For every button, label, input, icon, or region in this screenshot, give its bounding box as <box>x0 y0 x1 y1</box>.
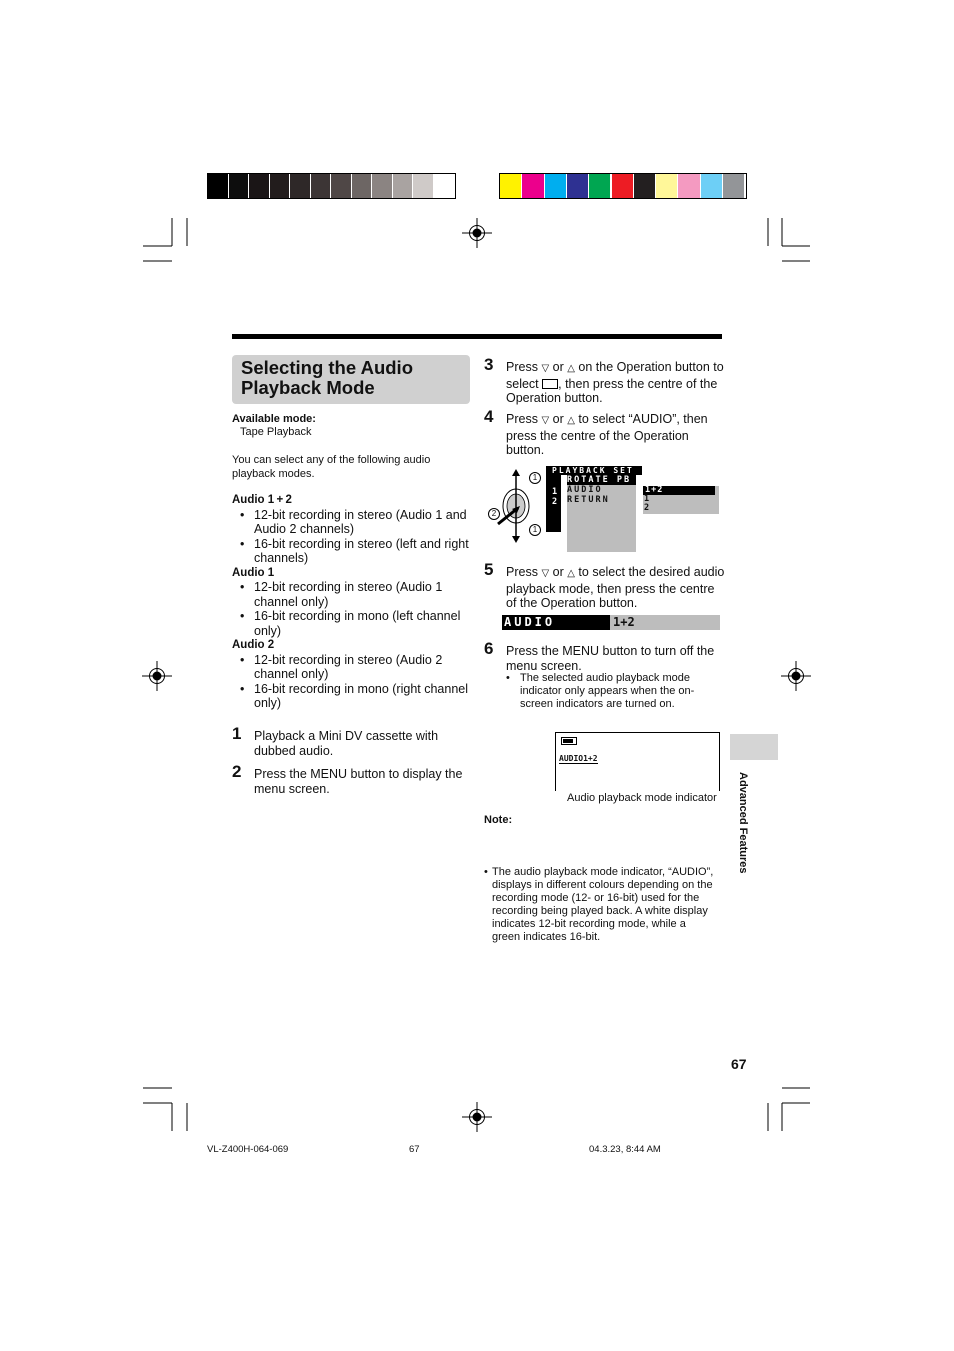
footer-center: 67 <box>409 1144 420 1155</box>
mode-bullet: • 16-bit recording in mono (right channel only) <box>232 682 472 711</box>
intro-text: You can select any of the following audio playback modes. <box>232 454 431 480</box>
up-triangle-icon: △ <box>567 363 575 374</box>
audio-label: AUDIO <box>502 615 610 630</box>
menu-option-1: 1 <box>644 494 652 504</box>
up-triangle-icon: △ <box>567 568 575 579</box>
step-text: Playback a Mini DV cassette with dubbed audio. <box>254 729 439 758</box>
step-number: 5 <box>484 560 494 579</box>
footer-right: 04.3.23, 8:44 AM <box>589 1144 661 1155</box>
available-mode-value: Tape Playback <box>240 426 312 438</box>
menu-screen <box>546 466 720 552</box>
registration-mark-top <box>462 218 492 248</box>
down-triangle-icon: ▽ <box>541 415 550 426</box>
mode-bullet: • 12-bit recording in stereo (Audio 1 and Audio 2 channels) <box>232 508 472 537</box>
down-triangle-icon: ▽ <box>541 568 550 579</box>
registration-mark-right <box>781 661 811 691</box>
indicator-text: AUDIO1+2 <box>559 754 598 763</box>
menu-option-1-2: 1+2 <box>643 486 715 495</box>
step-text: Press ▽ or △ on the Operation button to select , then press the centre of the Operation button. <box>506 360 724 405</box>
indicator-caption: Audio playback mode indicator <box>567 792 717 804</box>
step-number: 4 <box>484 407 494 426</box>
step-bullet: • The selected audio playback mode indicator only appears when the on-screen indicators are turned on. <box>498 672 722 711</box>
available-mode-label: Available mode: <box>232 413 316 425</box>
menu-item-audio: AUDIO <box>567 485 603 495</box>
indicator-screen <box>555 732 720 791</box>
title-box <box>232 355 470 404</box>
mode-bullet: • 12-bit recording in stereo (Audio 2 channel only) <box>232 653 472 682</box>
mode-bullet: • 16-bit recording in mono (left channel only) <box>232 609 472 638</box>
step-text: Press the MENU button to display the menu screen. <box>254 767 463 796</box>
step-text: Press ▽ or △ to select “AUDIO”, then press the centre of the Operation button. <box>506 412 708 457</box>
up-triangle-icon: △ <box>567 415 575 426</box>
page-number: 67 <box>731 1056 747 1072</box>
step-number: 3 <box>484 355 494 374</box>
menu-item-rotate-pb: ROTATE PB <box>567 475 636 485</box>
note-text: • The audio playback mode indicator, “AUDIO”, displays in different colours depending on the recording mode (12- or 16-bit) used for the recording being played back. A white display indicates 12-bit recording mode, while a green indicates 16-bit. <box>476 866 716 944</box>
menu-header: PLAYBACK SET <box>546 466 642 475</box>
button-label: 1 <box>529 472 541 484</box>
registration-mark-bottom <box>462 1102 492 1132</box>
page-title: Selecting the Audio Playback Mode <box>241 357 413 398</box>
menu-option-2: 2 <box>644 503 652 513</box>
menu-side-label: 1 <box>552 487 558 497</box>
mode-bullet: • 16-bit recording in stereo (left and right channels) <box>232 537 472 566</box>
step-number: 6 <box>484 639 494 658</box>
button-label: 1 <box>529 524 541 536</box>
side-tab <box>730 734 778 760</box>
audio-value: 1+2 <box>613 615 635 629</box>
note-label: Note: <box>484 814 513 826</box>
mode-name: Audio 2 <box>232 639 275 651</box>
modes-list <box>232 493 472 711</box>
button-label: 2 <box>488 508 500 520</box>
section-rule <box>232 334 722 339</box>
registration-mark-left <box>142 661 172 691</box>
step-number: 1 <box>232 724 242 743</box>
side-tab-label: Advanced Features <box>737 772 749 874</box>
footer-left: VL-Z400H-064-069 <box>207 1144 289 1155</box>
mode-name: Audio 1 <box>232 566 275 579</box>
down-triangle-icon: ▽ <box>541 363 550 374</box>
step-number: 2 <box>232 762 242 781</box>
mode-bullet: • 12-bit recording in stereo (Audio 1 channel only) <box>232 580 472 609</box>
menu-item-return: RETURN <box>567 495 610 505</box>
step-text: Press ▽ or △ to select the desired audio playback mode, then press the centre of the Operation button. <box>506 565 725 610</box>
audio-setting-bar <box>502 615 720 630</box>
playback-set-icon <box>542 379 558 389</box>
menu-side-label: 2 <box>552 497 558 507</box>
step-text: Press the MENU button to turn off the menu screen. <box>506 644 715 673</box>
battery-icon <box>561 737 577 745</box>
mode-name: Audio 1 + 2 <box>232 494 292 506</box>
